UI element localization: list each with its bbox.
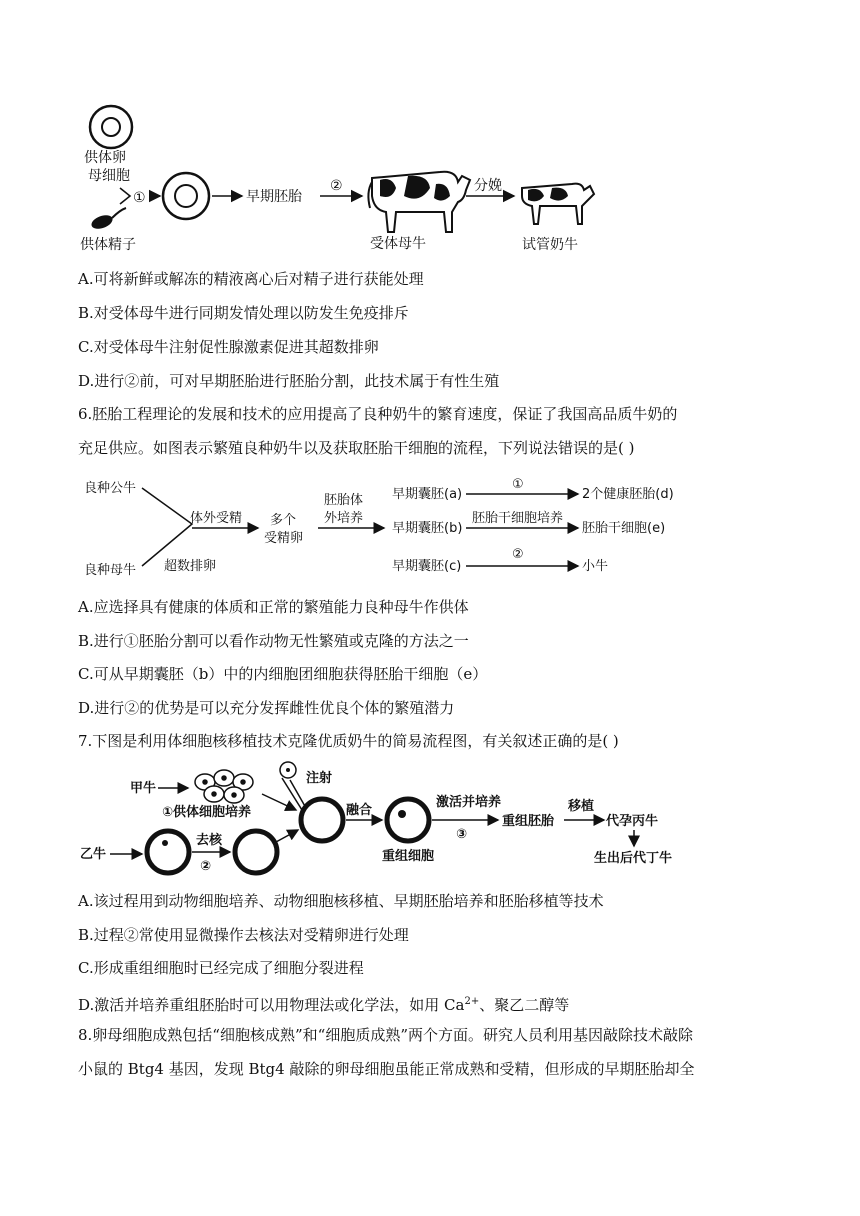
inject-label: 注射	[306, 771, 333, 786]
cow-a-label: 甲牛	[130, 781, 157, 796]
step-3-label: ③	[456, 827, 468, 842]
donor-cells-icon	[195, 770, 253, 803]
female-cow-label: 良种母牛	[84, 563, 137, 578]
donor-sperm-label: 供体精子	[80, 237, 136, 253]
q8-stem-line-2: 小鼠的 Btg4 基因，发现 Btg4 敲除的卵母细胞虽能正常成熟和受精，但形成的早期胚胎却全	[78, 1060, 695, 1078]
donor-oocyte-label-1: 供体卵	[84, 150, 126, 166]
q7-option-d-superscript: 2+	[464, 996, 480, 1007]
q6-stem-line-1: 6.胚胎工程理论的发展和技术的应用提高了良种奶牛的繁育速度，保证了我国高品质牛奶的	[78, 405, 678, 423]
q7-option-c: C.形成重组细胞时已经完成了细胞分裂进程	[78, 959, 364, 977]
step-2-label: ②	[330, 178, 343, 194]
early-embryo-label: 早期胚胎	[246, 189, 302, 205]
q7-stem: 7.下图是利用体细胞核移植技术克隆优质奶牛的简易流程图，有关叙述正确的是( )	[78, 732, 619, 750]
oocyte-icon	[147, 831, 189, 873]
male-cow-label: 良种公牛	[84, 481, 137, 496]
q6-stem-line-2: 充足供应。如图表示繁殖良种奶牛以及获取胚胎干细胞的流程，下列说法错误的是( )	[78, 439, 635, 457]
sperm-icon	[90, 208, 126, 231]
q7-option-d	[78, 992, 569, 1015]
q7-option-b: B.过程②常使用显微操作去核法对受精卵进行处理	[78, 926, 409, 944]
q7-option-d-suffix: 、聚乙二醇等	[479, 996, 570, 1014]
donor-cell-culture-label: ①供体细胞培养	[162, 805, 252, 820]
injection-pipette-icon	[262, 762, 306, 810]
donor-oocyte-label-2: 母细胞	[88, 168, 130, 184]
q6-option-a: A.应选择具有健康的体质和正常的繁殖能力良种母牛作供体	[78, 598, 469, 616]
ivf-flow-diagram	[0, 0, 860, 262]
calf-label: 小牛	[582, 559, 609, 574]
step-1-label: ①	[133, 190, 146, 206]
offspring-label: 生出后代丁牛	[594, 851, 673, 866]
enucleate-label: 去核	[196, 833, 223, 848]
calf-icon	[522, 184, 594, 224]
recombinant-cell-label: 重组细胞	[382, 849, 435, 864]
blastocyst-b-label: 早期囊胚(b)	[392, 521, 463, 536]
q7-option-d-text: D.激活并培养重组胚胎时可以用物理法或化学法，如用 Ca	[78, 996, 465, 1014]
recombinant-embryo-label: 重组胚胎	[502, 814, 555, 829]
q6-option-c: C.可从早期囊胚（b）中的内细胞团细胞获得胚胎干细胞（e）	[78, 665, 488, 683]
step-2-label: ②	[200, 859, 212, 874]
blastocyst-a-label: 早期囊胚(a)	[392, 487, 463, 502]
q5-option-c: C.对受体母牛注射促性腺激素促进其超数排卵	[78, 338, 379, 356]
fertilized-eggs-label-1: 多个	[270, 513, 297, 528]
transplant-label: 移植	[568, 799, 595, 814]
healthy-embryos-label: 2个健康胚胎(d)	[582, 487, 674, 502]
branch-1-label: ①	[512, 477, 524, 492]
recombinant-cell-icon	[387, 799, 429, 841]
enucleated-oocyte-icon	[235, 831, 277, 873]
zygote-icon	[163, 173, 209, 219]
nuclear-transfer-flow-diagram	[0, 758, 860, 882]
cow-b-label: 乙牛	[80, 847, 107, 862]
branch-2-label: ②	[512, 547, 524, 562]
test-tube-calf-label: 试管奶牛	[522, 237, 578, 253]
calving-label: 分娩	[474, 178, 502, 194]
q8-stem-line-1: 8.卵母细胞成熟包括“细胞核成熟”和“细胞质成熟”两个方面。研究人员利用基因敲除技术敲除	[78, 1026, 693, 1044]
q7-option-a: A.该过程用到动物细胞培养、动物细胞核移植、早期胚胎培养和胚胎移植等技术	[78, 892, 604, 910]
recipient-cow-label: 受体母牛	[370, 236, 426, 252]
q6-option-b: B.进行①胚胎分割可以看作动物无性繁殖或克隆的方法之一	[78, 632, 469, 650]
q5-option-b: B.对受体母牛进行同期发情处理以防发生免疫排斥	[78, 304, 409, 322]
fusion-label: 融合	[346, 803, 373, 818]
in-vitro-culture-label-1: 胚胎体	[324, 493, 364, 508]
q6-option-d: D.进行②的优势是可以充分发挥雌性优良个体的繁殖潜力	[78, 699, 455, 717]
fertilized-eggs-label-2: 受精卵	[264, 531, 304, 546]
q5-option-a: A.可将新鲜或解冻的精液离心后对精子进行获能处理	[78, 270, 424, 288]
embryo-stem-cell-flow-diagram	[0, 470, 860, 590]
esc-culture-label: 胚胎干细胞培养	[472, 511, 564, 526]
blastocyst-c-label: 早期囊胚(c)	[392, 559, 462, 574]
surrogate-cow-label: 代孕丙牛	[606, 814, 659, 829]
q5-option-d: D.进行②前，可对早期胚胎进行胚胎分割，此技术属于有性生殖	[78, 372, 500, 390]
recipient-cow-icon	[368, 172, 470, 232]
oocyte-icon	[90, 106, 132, 148]
embryonic-stem-cell-label: 胚胎干细胞(e)	[582, 521, 666, 536]
ivf-label: 体外受精	[190, 511, 243, 526]
superovulation-label: 超数排卵	[164, 559, 217, 574]
activate-culture-label: 激活并培养	[436, 795, 502, 810]
injected-oocyte-icon	[301, 799, 343, 841]
in-vitro-culture-label-2: 外培养	[324, 511, 364, 526]
